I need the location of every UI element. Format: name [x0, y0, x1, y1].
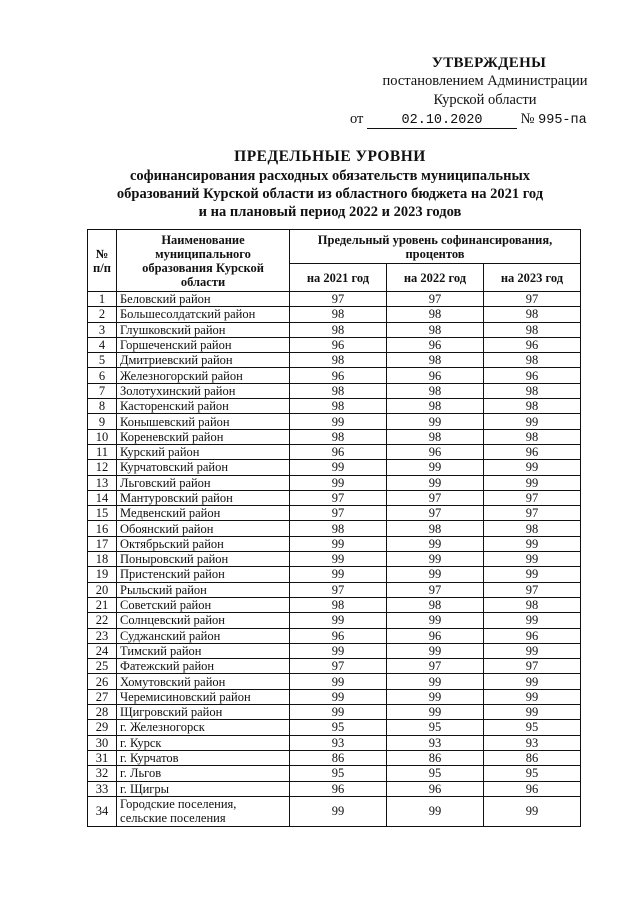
table-row: [88, 705, 581, 720]
row-number: 16: [88, 521, 117, 536]
row-number: 20: [88, 582, 117, 597]
row-number: 3: [88, 322, 117, 337]
row-value-2022: 97: [386, 292, 483, 307]
row-value-2023: 98: [483, 429, 580, 444]
row-value-2022: 99: [386, 689, 483, 704]
row-value-2021: 98: [290, 322, 387, 337]
row-value-2023: 96: [483, 444, 580, 459]
header-level: Предельный уровень софинансирования, процентов: [290, 230, 581, 264]
row-value-2023: 95: [483, 766, 580, 781]
table-row: [88, 643, 581, 658]
table-row: [88, 735, 581, 750]
row-value-2021: 98: [290, 399, 387, 414]
row-value-2022: 99: [386, 552, 483, 567]
row-value-2023: 98: [483, 307, 580, 322]
row-value-2022: 98: [386, 322, 483, 337]
row-number: 11: [88, 444, 117, 459]
row-name: Глушковский район: [117, 322, 290, 337]
table-row: [88, 292, 581, 307]
row-value-2022: 99: [386, 705, 483, 720]
table-row: [88, 444, 581, 459]
row-number: 10: [88, 429, 117, 444]
table-body: [88, 292, 581, 827]
row-name: Тимский район: [117, 643, 290, 658]
row-value-2021: 99: [290, 536, 387, 551]
row-value-2022: 99: [386, 613, 483, 628]
row-value-2023: 99: [483, 567, 580, 582]
row-value-2021: 96: [290, 368, 387, 383]
approval-number: 995-па: [538, 113, 587, 128]
row-value-2023: 99: [483, 689, 580, 704]
row-name: Кореневский район: [117, 429, 290, 444]
row-value-2022: 96: [386, 781, 483, 796]
row-value-2021: 86: [290, 750, 387, 765]
row-number: 21: [88, 597, 117, 612]
row-name: Черемисиновский район: [117, 689, 290, 704]
row-value-2023: 99: [483, 414, 580, 429]
row-value-2021: 98: [290, 597, 387, 612]
row-value-2023: 98: [483, 322, 580, 337]
row-name: Суджанский район: [117, 628, 290, 643]
document-heading: [90, 148, 570, 221]
row-value-2021: 99: [290, 567, 387, 582]
row-value-2022: 96: [386, 444, 483, 459]
row-value-2022: 96: [386, 628, 483, 643]
approval-title: УТВЕРЖДЕНЫ: [431, 55, 547, 71]
row-number: 33: [88, 781, 117, 796]
row-name: г. Курчатов: [117, 750, 290, 765]
row-value-2022: 98: [386, 597, 483, 612]
row-value-2021: 99: [290, 643, 387, 658]
approval-line-2: Курской области: [433, 92, 537, 108]
row-value-2022: 98: [386, 521, 483, 536]
table-row: [88, 796, 581, 826]
row-value-2022: 99: [386, 674, 483, 689]
row-value-2021: 98: [290, 383, 387, 398]
row-value-2023: 99: [483, 705, 580, 720]
table-row: [88, 475, 581, 490]
row-number: 17: [88, 536, 117, 551]
row-name: Золотухинский район: [117, 383, 290, 398]
row-name: Курский район: [117, 444, 290, 459]
row-number: 1: [88, 292, 117, 307]
table-row: [88, 750, 581, 765]
heading-line-1: софинансирования расходных обязательств муниципальных: [129, 168, 531, 184]
row-name: Рыльский район: [117, 582, 290, 597]
row-name: Беловский район: [117, 292, 290, 307]
row-value-2023: 95: [483, 720, 580, 735]
row-value-2022: 99: [386, 536, 483, 551]
row-number: 32: [88, 766, 117, 781]
row-value-2023: 99: [483, 552, 580, 567]
row-number: 5: [88, 353, 117, 368]
table-row: [88, 781, 581, 796]
table-row: [88, 383, 581, 398]
row-name: Горшеченский район: [117, 337, 290, 352]
row-value-2021: 99: [290, 705, 387, 720]
date-prefix: от: [350, 111, 364, 127]
row-name: Дмитриевский район: [117, 353, 290, 368]
row-value-2021: 96: [290, 337, 387, 352]
row-value-2022: 95: [386, 766, 483, 781]
row-value-2022: 97: [386, 506, 483, 521]
heading-line-2: образований Курской области из областного бюджета на 2021 год: [116, 186, 544, 202]
row-number: 7: [88, 383, 117, 398]
row-value-2021: 96: [290, 628, 387, 643]
row-value-2023: 86: [483, 750, 580, 765]
row-number: 8: [88, 399, 117, 414]
table-row: [88, 490, 581, 505]
table-row: [88, 597, 581, 612]
row-name: Октябрьский район: [117, 536, 290, 551]
row-value-2021: 93: [290, 735, 387, 750]
row-value-2021: 99: [290, 674, 387, 689]
row-name: Курчатовский район: [117, 460, 290, 475]
row-value-2021: 99: [290, 613, 387, 628]
row-value-2023: 98: [483, 399, 580, 414]
row-number: 29: [88, 720, 117, 735]
row-value-2022: 99: [386, 796, 483, 826]
row-name: Обоянский район: [117, 521, 290, 536]
row-value-2022: 99: [386, 643, 483, 658]
row-value-2023: 96: [483, 337, 580, 352]
row-value-2022: 93: [386, 735, 483, 750]
table-row: [88, 506, 581, 521]
row-name: г. Льгов: [117, 766, 290, 781]
row-name: Льговский район: [117, 475, 290, 490]
row-value-2021: 97: [290, 582, 387, 597]
row-value-2023: 97: [483, 659, 580, 674]
row-number: 6: [88, 368, 117, 383]
row-name: Советский район: [117, 597, 290, 612]
table-row: [88, 552, 581, 567]
table-row: [88, 353, 581, 368]
row-value-2023: 99: [483, 796, 580, 826]
table-row: [88, 720, 581, 735]
row-name: г. Щигры: [117, 781, 290, 796]
heading-main: ПРЕДЕЛЬНЫЕ УРОВНИ: [234, 148, 426, 165]
row-value-2021: 97: [290, 659, 387, 674]
row-name: Фатежский район: [117, 659, 290, 674]
header-num: № п/п: [88, 230, 117, 292]
row-value-2022: 97: [386, 659, 483, 674]
row-value-2021: 95: [290, 766, 387, 781]
row-value-2023: 97: [483, 292, 580, 307]
row-value-2023: 99: [483, 674, 580, 689]
row-name: г. Курск: [117, 735, 290, 750]
row-name: Городские поселения, сельские поселения: [117, 796, 290, 826]
heading-line-3: и на плановый период 2022 и 2023 годов: [198, 204, 462, 220]
row-value-2021: 95: [290, 720, 387, 735]
table-row: [88, 674, 581, 689]
row-value-2021: 97: [290, 292, 387, 307]
row-value-2023: 99: [483, 536, 580, 551]
approval-block: [350, 55, 620, 129]
row-number: 14: [88, 490, 117, 505]
row-value-2022: 98: [386, 353, 483, 368]
row-number: 28: [88, 705, 117, 720]
header-year-2021: на 2021 год: [290, 264, 387, 292]
row-value-2021: 97: [290, 506, 387, 521]
cofinancing-table: [87, 229, 581, 827]
row-name: Касторенский район: [117, 399, 290, 414]
row-name: Мантуровский район: [117, 490, 290, 505]
row-number: 27: [88, 689, 117, 704]
row-value-2022: 97: [386, 490, 483, 505]
row-number: 2: [88, 307, 117, 322]
row-value-2022: 97: [386, 582, 483, 597]
row-value-2023: 98: [483, 383, 580, 398]
row-value-2022: 99: [386, 414, 483, 429]
row-number: 30: [88, 735, 117, 750]
row-value-2021: 96: [290, 781, 387, 796]
row-value-2022: 98: [386, 307, 483, 322]
row-value-2021: 99: [290, 460, 387, 475]
row-name: г. Железногорск: [117, 720, 290, 735]
row-value-2022: 95: [386, 720, 483, 735]
table-row: [88, 307, 581, 322]
row-value-2021: 96: [290, 444, 387, 459]
row-number: 22: [88, 613, 117, 628]
table-row: [88, 613, 581, 628]
row-name: Медвенский район: [117, 506, 290, 521]
row-number: 18: [88, 552, 117, 567]
row-value-2023: 97: [483, 490, 580, 505]
row-value-2023: 96: [483, 628, 580, 643]
table-row: [88, 582, 581, 597]
table-row: [88, 567, 581, 582]
row-value-2021: 99: [290, 796, 387, 826]
row-value-2023: 98: [483, 353, 580, 368]
row-value-2023: 99: [483, 475, 580, 490]
row-name: Большесолдатский район: [117, 307, 290, 322]
number-prefix: №: [520, 111, 535, 127]
row-number: 12: [88, 460, 117, 475]
row-number: 15: [88, 506, 117, 521]
row-number: 9: [88, 414, 117, 429]
row-value-2023: 99: [483, 460, 580, 475]
table-row: [88, 536, 581, 551]
row-value-2023: 97: [483, 582, 580, 597]
row-value-2021: 97: [290, 490, 387, 505]
approval-date: 02.10.2020: [367, 114, 517, 129]
row-number: 34: [88, 796, 117, 826]
table-row: [88, 689, 581, 704]
table-row: [88, 521, 581, 536]
approval-date-line: [350, 111, 620, 129]
row-value-2022: 96: [386, 368, 483, 383]
row-value-2022: 99: [386, 460, 483, 475]
row-name: Хомутовский район: [117, 674, 290, 689]
row-value-2022: 99: [386, 475, 483, 490]
row-value-2022: 86: [386, 750, 483, 765]
table-row: [88, 460, 581, 475]
header-year-2023: на 2023 год: [483, 264, 580, 292]
row-number: 31: [88, 750, 117, 765]
row-number: 23: [88, 628, 117, 643]
table-row: [88, 322, 581, 337]
row-number: 19: [88, 567, 117, 582]
row-name: Пристенский район: [117, 567, 290, 582]
row-value-2022: 96: [386, 337, 483, 352]
row-number: 4: [88, 337, 117, 352]
row-value-2023: 93: [483, 735, 580, 750]
row-value-2023: 97: [483, 506, 580, 521]
row-value-2023: 96: [483, 368, 580, 383]
row-name: Железногорский район: [117, 368, 290, 383]
row-value-2021: 98: [290, 429, 387, 444]
row-value-2022: 98: [386, 383, 483, 398]
row-value-2022: 98: [386, 429, 483, 444]
row-name: Поныровский район: [117, 552, 290, 567]
row-number: 13: [88, 475, 117, 490]
row-number: 26: [88, 674, 117, 689]
table-row: [88, 628, 581, 643]
table-row: [88, 659, 581, 674]
row-value-2021: 99: [290, 414, 387, 429]
row-value-2023: 99: [483, 643, 580, 658]
row-value-2021: 98: [290, 521, 387, 536]
header-name: Наименование муниципального образования Курской области: [117, 230, 290, 292]
row-value-2023: 98: [483, 521, 580, 536]
table-row: [88, 414, 581, 429]
row-name: Конышевский район: [117, 414, 290, 429]
approval-line-1: постановлением Администрации: [382, 73, 588, 89]
row-value-2022: 99: [386, 567, 483, 582]
row-value-2021: 98: [290, 353, 387, 368]
row-name: Солнцевский район: [117, 613, 290, 628]
row-value-2023: 99: [483, 613, 580, 628]
row-number: 25: [88, 659, 117, 674]
row-value-2023: 98: [483, 597, 580, 612]
row-value-2021: 99: [290, 475, 387, 490]
table-row: [88, 368, 581, 383]
table-row: [88, 766, 581, 781]
header-year-2022: на 2022 год: [386, 264, 483, 292]
row-number: 24: [88, 643, 117, 658]
row-value-2021: 99: [290, 552, 387, 567]
row-value-2021: 99: [290, 689, 387, 704]
row-value-2021: 98: [290, 307, 387, 322]
row-value-2023: 96: [483, 781, 580, 796]
row-name: Щигровский район: [117, 705, 290, 720]
table-row: [88, 429, 581, 444]
table-row: [88, 399, 581, 414]
table-row: [88, 337, 581, 352]
row-value-2022: 98: [386, 399, 483, 414]
